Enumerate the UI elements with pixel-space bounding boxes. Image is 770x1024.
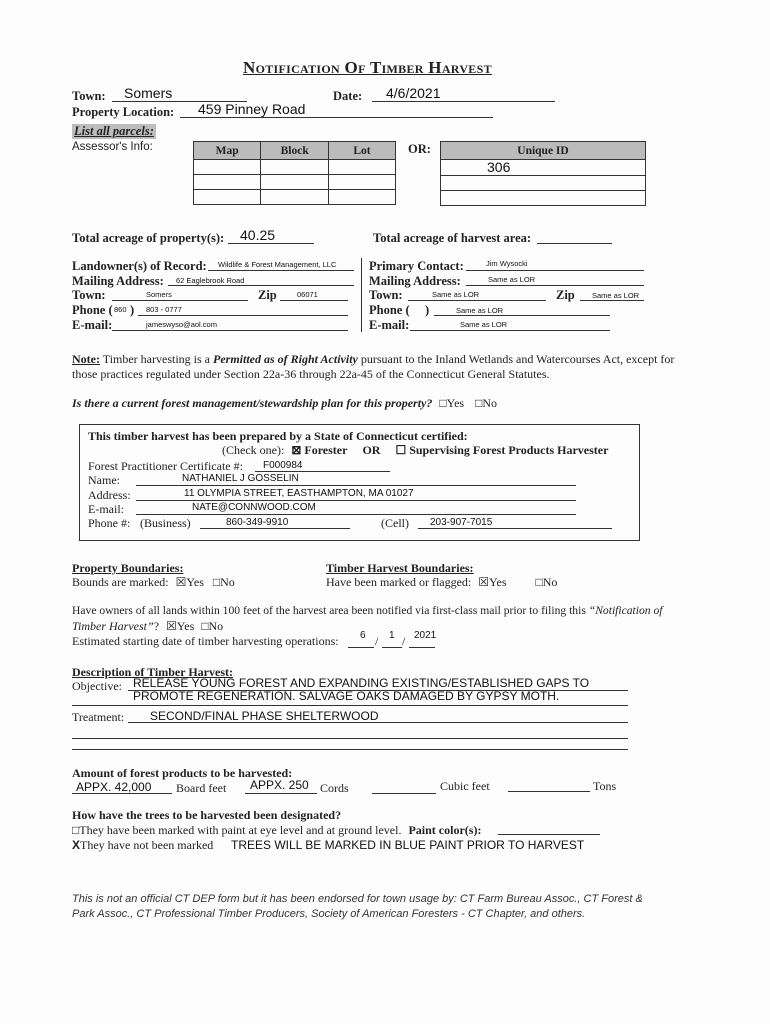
contact-mailing-value: Same as LOR	[488, 275, 536, 284]
note-line-1	[72, 352, 674, 367]
business-line	[200, 528, 350, 529]
primary-contact-label: Primary Contact:	[369, 259, 464, 273]
practitioner-address-line	[136, 500, 576, 501]
start-slash-1: /	[375, 634, 379, 648]
forester-checkbox[interactable]: ⊠ Forester	[291, 443, 348, 457]
start-month-line	[348, 647, 374, 648]
footer-line-2: Park Assoc., CT Professional Timber Producers, Society of American Foresters - CT Chapter, and others.	[72, 908, 586, 920]
paint-color-line	[498, 834, 600, 835]
cubic-line	[372, 793, 436, 794]
landowner-mailing-label: Mailing Address:	[72, 274, 164, 288]
unique-id-value: 306	[441, 160, 646, 176]
landowner-zip-line	[280, 300, 348, 301]
owners-notification-title: Timber Harvest”	[72, 619, 154, 633]
contact-email-line	[410, 330, 610, 331]
landowner-phone-value: 803 - 0777	[146, 305, 182, 314]
objective-value-2: PROMOTE REGENERATION. SALVAGE OAKS DAMAGED BY GYPSY MOTH.	[133, 689, 560, 703]
footer-line-1: This is not an official CT DEP form but it has been endorsed for town usage by: CT Farm Bureau Assoc., CT Forest &	[72, 893, 643, 905]
practitioner-name-value: NATHANIEL J GOSSELIN	[182, 473, 299, 484]
plan-no-checkbox[interactable]: □No	[475, 396, 498, 410]
plan-yes-checkbox[interactable]: □Yes	[439, 396, 465, 410]
note-text-2: pursuant to the Inland Wetlands and Watercourses Act, except for	[360, 352, 675, 366]
location-line	[180, 117, 493, 118]
landowner-phone-label: Phone (	[72, 303, 113, 317]
landowner-town-line	[112, 300, 248, 301]
cords-label: Cords	[320, 781, 349, 795]
cert-line	[255, 471, 390, 472]
practitioner-address-label: Address:	[88, 488, 131, 502]
objective-value-1: RELEASE YOUNG FOREST AND EXPANDING EXISTING/ESTABLISHED GAPS TO	[133, 676, 590, 690]
harvest-boundaries-row	[326, 575, 557, 590]
practitioner-phone-label: Phone #:	[88, 516, 131, 530]
contact-zip-line	[580, 300, 644, 301]
designation-opt1-row	[72, 823, 481, 838]
cert-value: F000984	[263, 460, 303, 471]
contact-town-line	[408, 300, 546, 301]
property-yes-checkbox[interactable]: ☒Yes	[175, 575, 204, 589]
owners-question-mark: ?	[153, 619, 160, 633]
board-value: APPX. 42,000	[76, 780, 152, 794]
property-acreage-label: Total acreage of property(s):	[72, 231, 225, 245]
property-boundaries-row	[72, 575, 235, 590]
harvest-yes-checkbox[interactable]: ☒Yes	[478, 575, 507, 589]
designation-heading: How have the trees to be harvested been designated?	[72, 808, 342, 822]
cell-value: 203-907-7015	[430, 517, 493, 528]
table-row	[194, 160, 396, 175]
location-label: Property Location:	[72, 105, 175, 119]
practitioner-email-value: NATE@CONNWOOD.COM	[192, 502, 316, 513]
landowner-email-value: jameswyso@aol.com	[146, 320, 217, 329]
objective-line-2	[72, 705, 628, 706]
landowner-phone-area: 860	[114, 305, 127, 314]
start-slash-2: /	[402, 634, 406, 648]
practitioner-heading: This timber harvest has been prepared by a State of Connecticut certified:	[88, 429, 468, 443]
contact-zip-value: Same as LOR	[592, 291, 640, 300]
start-day-line	[382, 647, 402, 648]
description-heading: Description of Timber Harvest:	[72, 665, 233, 679]
assessor-label: Assessor's Info:	[72, 141, 153, 153]
col-unique-id: Unique ID	[441, 142, 646, 160]
landowner-mailing-line	[168, 285, 354, 286]
plan-question: Is there a current forest management/stewardship plan for this property?	[72, 396, 433, 410]
cords-line	[245, 793, 317, 794]
amount-heading: Amount of forest products to be harvested:	[72, 766, 293, 780]
contact-phone-line	[434, 315, 610, 316]
contact-mailing-label: Mailing Address:	[369, 274, 461, 288]
tons-label: Tons	[593, 779, 617, 793]
board-label: Board feet	[176, 781, 227, 795]
table-row	[194, 190, 396, 205]
practitioner-address-value: 11 OLYMPIA STREET, EASTHAMPTON, MA 01027	[184, 488, 414, 499]
owners-notification-text: “Notification of	[588, 604, 663, 617]
primary-contact-value: Jim Wysocki	[486, 259, 528, 268]
start-year-value: 2021	[414, 630, 437, 641]
start-month-value: 6	[360, 630, 366, 641]
landowner-label: Landowner(s) of Record:	[72, 259, 207, 273]
property-acreage-value: 40.25	[240, 227, 276, 243]
contact-town-value: Same as LOR	[432, 290, 480, 299]
paint-color-label: Paint color(s):	[408, 823, 482, 837]
cell-label: (Cell)	[381, 516, 409, 530]
landowner-email-label: E-mail:	[72, 318, 113, 332]
col-lot: Lot	[328, 142, 395, 160]
cords-value: APPX. 250	[250, 778, 309, 792]
landowner-line	[208, 270, 354, 271]
plan-question-row	[72, 396, 497, 411]
landowner-value: Wildlife & Forest Management, LLC	[218, 260, 337, 269]
or-label: OR:	[408, 142, 431, 156]
cert-label: Forest Practitioner Certificate #:	[88, 459, 243, 473]
town-label: Town:	[72, 89, 106, 103]
tons-line	[508, 791, 590, 792]
landowner-phone-close: )	[130, 303, 135, 317]
contact-mailing-line	[466, 285, 644, 286]
contact-town-label: Town:	[369, 288, 403, 302]
owners-line-1	[72, 604, 663, 617]
table-row	[441, 191, 646, 206]
not-marked-text: They have not been marked	[80, 838, 214, 852]
list-parcels-label: List all parcels:	[74, 124, 154, 138]
landowner-email-line	[112, 330, 348, 331]
business-value: 860-349-9910	[226, 517, 289, 528]
location-value: 459 Pinney Road	[198, 101, 306, 117]
town-value: Somers	[124, 85, 173, 101]
col-map: Map	[194, 142, 261, 160]
property-no-checkbox[interactable]: □No	[212, 575, 235, 589]
harvest-boundaries-text: Have been marked or flagged:	[326, 575, 472, 589]
contact-divider	[361, 258, 362, 332]
date-label: Date:	[333, 89, 363, 103]
note-text-italic: Permitted as of Right Activity	[213, 352, 358, 366]
cubic-label: Cubic feet	[440, 779, 490, 793]
start-day-value: 1	[389, 630, 395, 641]
col-block: Block	[261, 142, 329, 160]
landowner-zip-label: Zip	[258, 288, 277, 302]
table-row	[441, 176, 646, 191]
landowner-town-value: Somers	[146, 290, 172, 299]
check-one-label: (Check one):	[222, 443, 285, 457]
owners-line-2	[72, 619, 223, 634]
start-date-label: Estimated starting date of timber harvesting operations:	[72, 634, 339, 648]
cell-line	[418, 528, 612, 529]
property-boundaries-text: Bounds are marked:	[72, 575, 169, 589]
note-label: Note:	[72, 352, 100, 366]
objective-label: Objective:	[72, 679, 122, 693]
table-row	[441, 160, 646, 176]
supervising-checkbox[interactable]: ☐ Supervising Forest Products Harvester	[395, 443, 609, 457]
not-marked-value: TREES WILL BE MARKED IN BLUE PAINT PRIOR TO HARVEST	[231, 838, 585, 852]
owners-no-checkbox[interactable]: □No	[201, 619, 224, 633]
contact-zip-label: Zip	[556, 288, 575, 302]
contact-phone-label: Phone (	[369, 303, 410, 317]
owners-question: Have owners of all lands within 100 feet of the harvest area been notified via first-class mail prior to filing this	[72, 604, 586, 617]
primary-contact-line	[466, 270, 644, 271]
date-line	[372, 101, 555, 102]
or-text: OR	[362, 443, 381, 457]
treatment-value: SECOND/FINAL PHASE SHELTERWOOD	[150, 709, 379, 723]
designation-opt2-row	[72, 838, 213, 853]
unique-id-table	[440, 141, 646, 206]
property-acreage-line	[228, 243, 314, 244]
harvest-acreage-line	[537, 243, 612, 244]
landowner-mailing-value: 62 Eaglebrook Road	[176, 276, 245, 285]
document-title: Notification Of Timber Harvest	[243, 58, 492, 77]
practitioner-name-label: Name:	[88, 473, 120, 487]
harvest-acreage-label: Total acreage of harvest area:	[373, 231, 532, 245]
harvest-no-checkbox[interactable]: □No	[535, 575, 558, 589]
landowner-phone-line	[138, 315, 348, 316]
note-text-1: Timber harvesting is a	[102, 352, 210, 366]
contact-phone-close: )	[425, 303, 430, 317]
treatment-label: Treatment:	[72, 710, 125, 724]
harvest-boundaries-heading: Timber Harvest Boundaries:	[326, 561, 474, 575]
treatment-line-2	[72, 738, 628, 739]
practitioner-name-line	[136, 485, 576, 486]
owners-yes-checkbox[interactable]: ☒Yes	[166, 619, 195, 633]
contact-email-value: Same as LOR	[460, 320, 508, 329]
assessor-table	[193, 141, 396, 205]
date-value: 4/6/2021	[386, 85, 441, 101]
business-label: (Business)	[140, 516, 191, 530]
not-marked-checkbox[interactable]: X	[72, 838, 81, 852]
contact-email-label: E-mail:	[369, 318, 410, 332]
contact-phone-value: Same as LOR	[456, 306, 504, 315]
note-line-2: those practices regulated under Section 22a-36 through 22a-45 of the Connecticut General Statutes.	[72, 367, 550, 381]
landowner-town-label: Town:	[72, 288, 106, 302]
start-year-line	[409, 647, 435, 648]
table-row	[194, 175, 396, 190]
painted-checkbox[interactable]: □They have been marked with paint at eye level and at ground level.	[72, 823, 402, 837]
practitioner-email-label: E-mail:	[88, 502, 124, 516]
property-boundaries-heading: Property Boundaries:	[72, 561, 184, 575]
landowner-zip-value: 06071	[297, 290, 318, 299]
practitioner-check-row	[222, 443, 608, 458]
practitioner-email-line	[136, 514, 576, 515]
treatment-line-3	[72, 749, 628, 750]
